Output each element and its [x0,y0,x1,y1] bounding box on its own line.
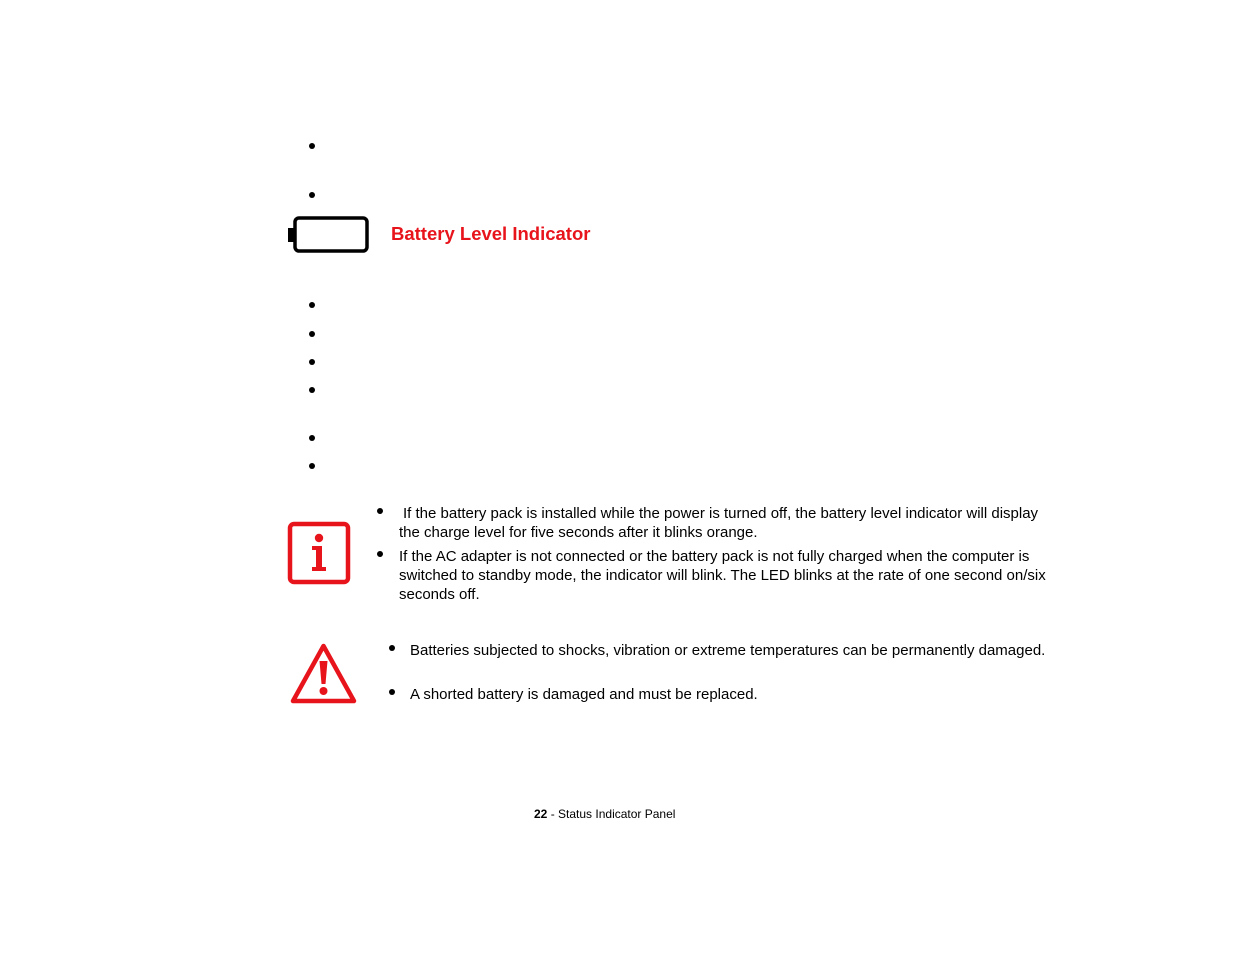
info-icon [287,521,351,585]
bullet-marker [389,689,395,695]
bullet-marker [377,551,383,557]
note-item: If the AC adapter is not connected or the battery pack is not fully charged when the computer is switched to standby mode, the indicator will blink. The LED blinks at the rate of one second on/six seconds off. [399,548,1046,603]
note-item: If the battery pack is installed while the power is turned off, the battery level indicator will display the charge level for five seconds after it blinks orange. [399,505,1039,541]
bullet-marker [309,359,315,365]
bullet-marker [309,302,315,308]
bullet-marker [389,645,395,651]
battery-icon [287,216,371,256]
warning-item: Batteries subjected to shocks, vibration or extreme temperatures can be permanently damaged. [410,642,1046,659]
page-number: 22 [534,807,548,821]
footer-section: Status Indicator Panel [558,807,676,821]
warning-item: A shorted battery is damaged and must be replaced. [410,686,758,703]
bullet-marker [309,192,315,198]
section-heading: Battery Level Indicator [391,223,591,244]
bullet-marker [309,331,315,337]
bullet-marker [309,387,315,393]
footer-separator: - [547,807,559,821]
bullet-marker [309,435,315,441]
page-footer [534,807,675,821]
bullet-marker [309,143,315,149]
bullet-marker [377,508,383,514]
warning-icon [289,641,358,705]
bullet-marker [309,463,315,469]
